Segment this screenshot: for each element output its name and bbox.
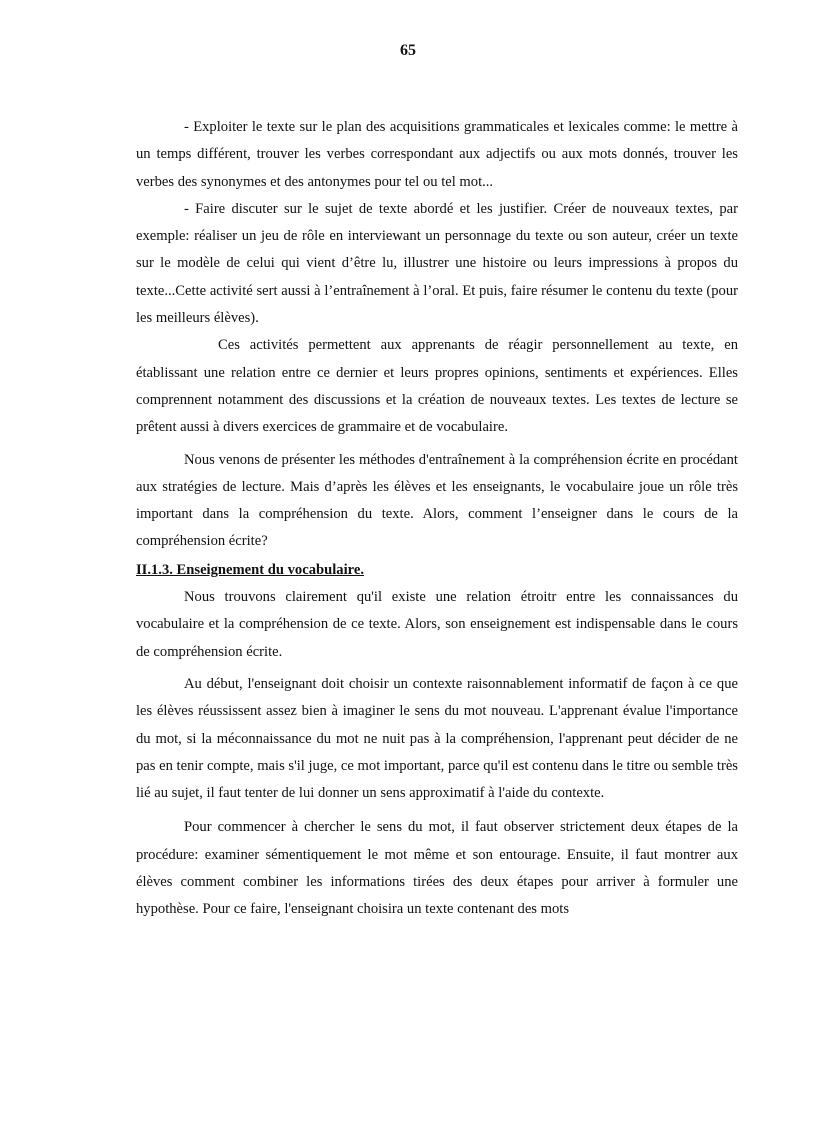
- section-heading: II.1.3. Enseignement du vocabulaire.: [136, 561, 364, 578]
- paragraph-discuss-text: - Faire discuter sur le sujet de texte abordé et les justifier. Créer de nouveaux textes, par exemple: réaliser un jeu de rôle en interviewant un personnage du texte ou son auteur, créer un texte sur le modèle de celui qui vient d’être lu, illustrer une histoire ou leurs impressions à propos du texte...Cette activité sert aussi à l’entraînement à l’oral. Et puis, faire résumer le contenu du texte (pour les meilleurs élèves).: [136, 200, 738, 327]
- paragraph-procedure: Pour commencer à chercher le sens du mot, il faut observer strictement deux étapes de la procédure: examiner sémentiquement le mot même et son entourage. Ensuite, il faut montrer aux élèves comment combiner les informations tirées des deux étapes pour arriver à formuler une hypothèse. Pour ce faire, l'enseignant choisira un texte contenant des mots: [136, 819, 738, 918]
- body-text: [136, 114, 738, 924]
- paragraph-relation: Nous trouvons clairement qu'il existe une relation étroitr entre les connaissances du vocabulaire et la compréhension de ce texte. Alors, son enseignement est indispensable dans le cours de compréhension écrite.: [136, 589, 738, 660]
- paragraph-context: Au début, l'enseignant doit choisir un contexte raisonnablement informatif de façon à ce que les élèves réussissent assez bien à imaginer le sens du mot nouveau. L'apprenant évalue l'importance du mot, si la méconnaissance du mot ne nuit pas à la compréhension, l'apprenant peut décider de ne pas en tenir compte, mais s'il juge, ce mot important, parce qu'il est contenu dans le titre ou semble très lié au sujet, il faut tenter de lui donner un sens approximatif à l'aide du contexte.: [136, 675, 738, 802]
- paragraph-methods: Nous venons de présenter les méthodes d'entraînement à la compréhension écrite en procédant aux stratégies de lecture. Mais d’après les élèves et les enseignants, le vocabulaire joue un rôle très important dans la compréhension du texte. Alors, comment l’enseigner dans le cours de la compréhension écrite?: [136, 451, 738, 550]
- paragraph-exploit-text: - Exploiter le texte sur le plan des acquisitions grammaticales et lexicales comme: le mettre à un temps différent, trouver les verbes correspondant aux adjectifs ou aux mots donnés, trouver les verbes des synonymes et des antonymes pour tel ou tel mot...: [136, 119, 738, 190]
- paragraph-activities: Ces activités permettent aux apprenants de réagir personnellement au texte, en établissant une relation entre ce dernier et leurs propres opinions, sentiments et expériences. Elles comprennent notamment des discussions et la création de nouveaux textes. Les textes de lecture se prêtent aussi à divers exercices de grammaire et de vocabulaire.: [136, 337, 738, 436]
- page-number: 65: [400, 42, 416, 59]
